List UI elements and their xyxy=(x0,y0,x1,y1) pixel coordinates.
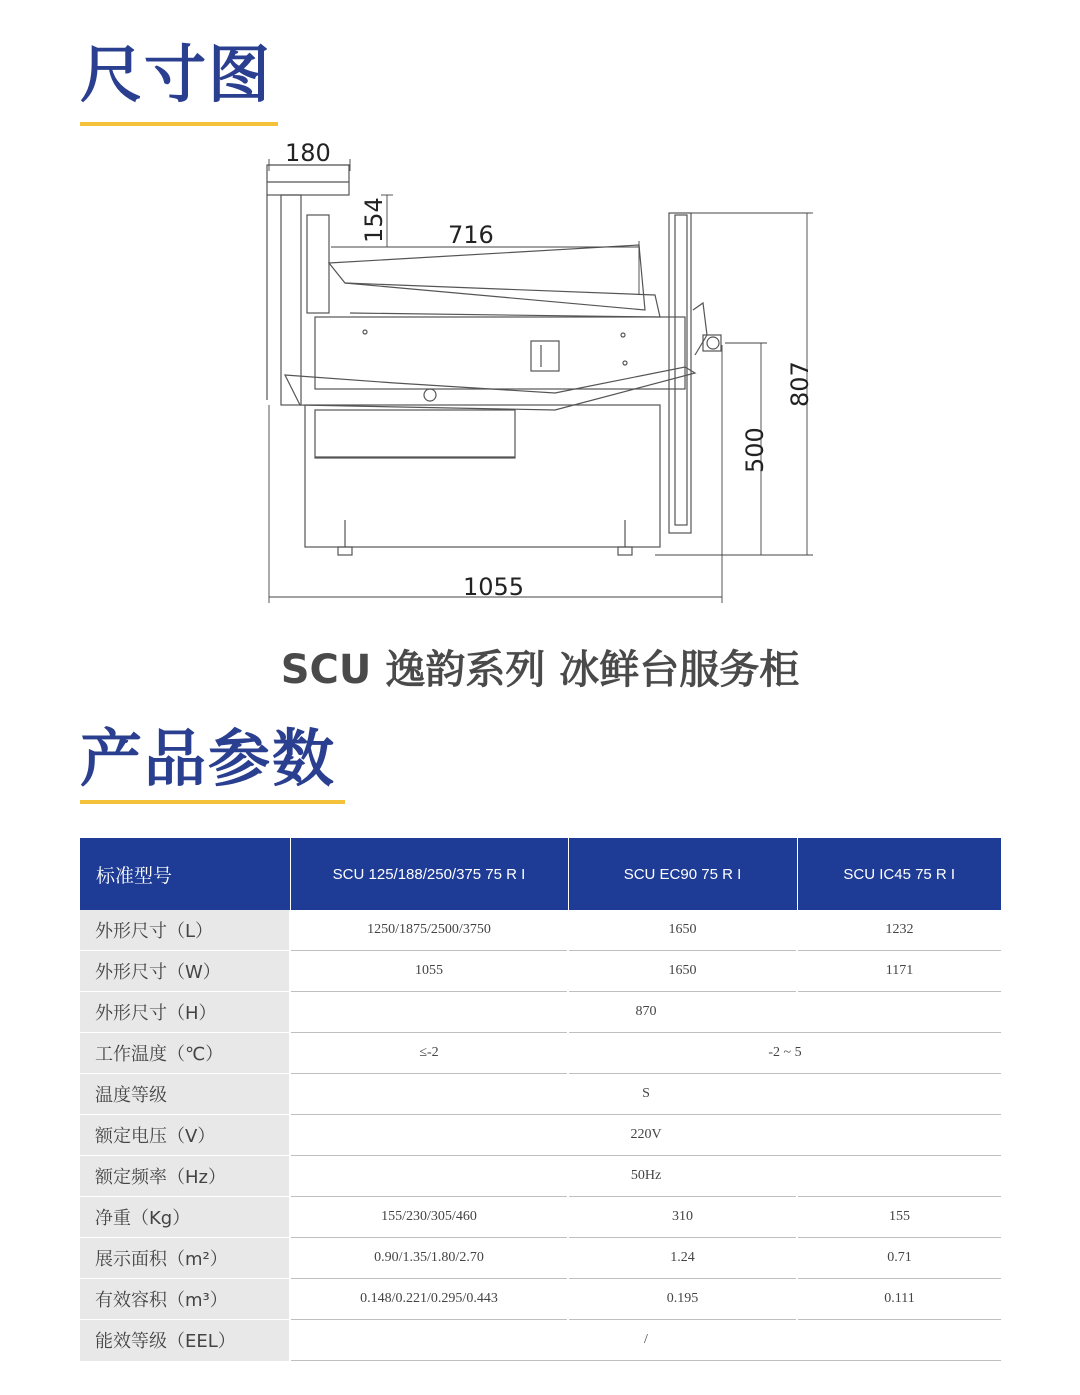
table-row xyxy=(80,1115,1001,1156)
table-cell: 0.90/1.35/1.80/2.70 xyxy=(290,1238,568,1279)
table-row xyxy=(80,910,1001,951)
table-row xyxy=(80,992,1001,1033)
column-header: SCU EC90 75 R I xyxy=(568,838,797,910)
dim-label-807: 807 xyxy=(786,361,814,407)
table-cell: 1650 xyxy=(568,910,797,951)
column-header: SCU 125/188/250/375 75 R I xyxy=(290,838,568,910)
column-header: 标准型号 xyxy=(80,838,290,910)
table-cell: 1232 xyxy=(797,910,1001,951)
row-label: 外形尺寸（L） xyxy=(80,910,290,951)
table-cell: 0.148/0.221/0.295/0.443 xyxy=(290,1279,568,1320)
row-label: 外形尺寸（H） xyxy=(80,992,290,1033)
table-row xyxy=(80,1197,1001,1238)
spec-table xyxy=(80,838,1001,1361)
title-underline xyxy=(80,800,345,804)
table-cell: 1650 xyxy=(568,951,797,992)
table-cell: -2 ~ 5 xyxy=(568,1033,1001,1074)
row-label: 工作温度（℃） xyxy=(80,1033,290,1074)
lower-cabinet xyxy=(305,405,660,547)
rear-post xyxy=(281,195,301,405)
table-cell: 0.195 xyxy=(568,1279,797,1320)
row-label: 额定频率（Hz） xyxy=(80,1156,290,1197)
table-row xyxy=(80,1238,1001,1279)
row-label: 外形尺寸（W） xyxy=(80,951,290,992)
table-row xyxy=(80,1279,1001,1320)
dim-label-154: 154 xyxy=(360,197,388,243)
product-parameters-title: 产品参数 xyxy=(80,722,337,795)
table-row xyxy=(80,951,1001,992)
table-cell: 220V xyxy=(290,1115,1001,1156)
table-cell: S xyxy=(290,1074,1001,1115)
table-row xyxy=(80,1033,1001,1074)
table-cell: 310 xyxy=(568,1197,797,1238)
column-header: SCU IC45 75 R I xyxy=(797,838,1001,910)
row-label: 有效容积（m³） xyxy=(80,1279,290,1320)
table-cell: 50Hz xyxy=(290,1156,1001,1197)
table-cell: ≤-2 xyxy=(290,1033,568,1074)
product-name: SCU 逸韵系列 冰鲜台服务柜 xyxy=(280,647,800,693)
table-cell: 0.71 xyxy=(797,1238,1001,1279)
table-cell: 1055 xyxy=(290,951,568,992)
dim-label-500: 500 xyxy=(741,427,769,473)
dimension-drawing-title: 尺寸图 xyxy=(80,38,273,111)
table-cell: 1.24 xyxy=(568,1238,797,1279)
row-label: 温度等级 xyxy=(80,1074,290,1115)
dimension-drawing xyxy=(255,135,825,610)
table-row xyxy=(80,1074,1001,1115)
row-label: 展示面积（m²） xyxy=(80,1238,290,1279)
dim-label-716: 716 xyxy=(448,221,494,249)
glass-panel xyxy=(329,245,645,310)
title-underline xyxy=(80,122,278,126)
table-row xyxy=(80,1320,1001,1361)
table-header-row xyxy=(80,838,1001,910)
dim-label-1055: 1055 xyxy=(463,573,525,601)
row-label: 能效等级（EEL） xyxy=(80,1320,290,1361)
table-cell: 0.111 xyxy=(797,1279,1001,1320)
table-cell: 155/230/305/460 xyxy=(290,1197,568,1238)
table-cell: 155 xyxy=(797,1197,1001,1238)
front-panel xyxy=(669,213,691,533)
table-cell: 1250/1875/2500/3750 xyxy=(290,910,568,951)
dim-label-180: 180 xyxy=(285,139,331,167)
top-shelf xyxy=(267,165,349,195)
table-cell: 1171 xyxy=(797,951,1001,992)
table-cell: 870 xyxy=(290,992,1001,1033)
row-label: 额定电压（V） xyxy=(80,1115,290,1156)
row-label: 净重（Kg） xyxy=(80,1197,290,1238)
table-row xyxy=(80,1156,1001,1197)
table-cell: / xyxy=(290,1320,1001,1361)
